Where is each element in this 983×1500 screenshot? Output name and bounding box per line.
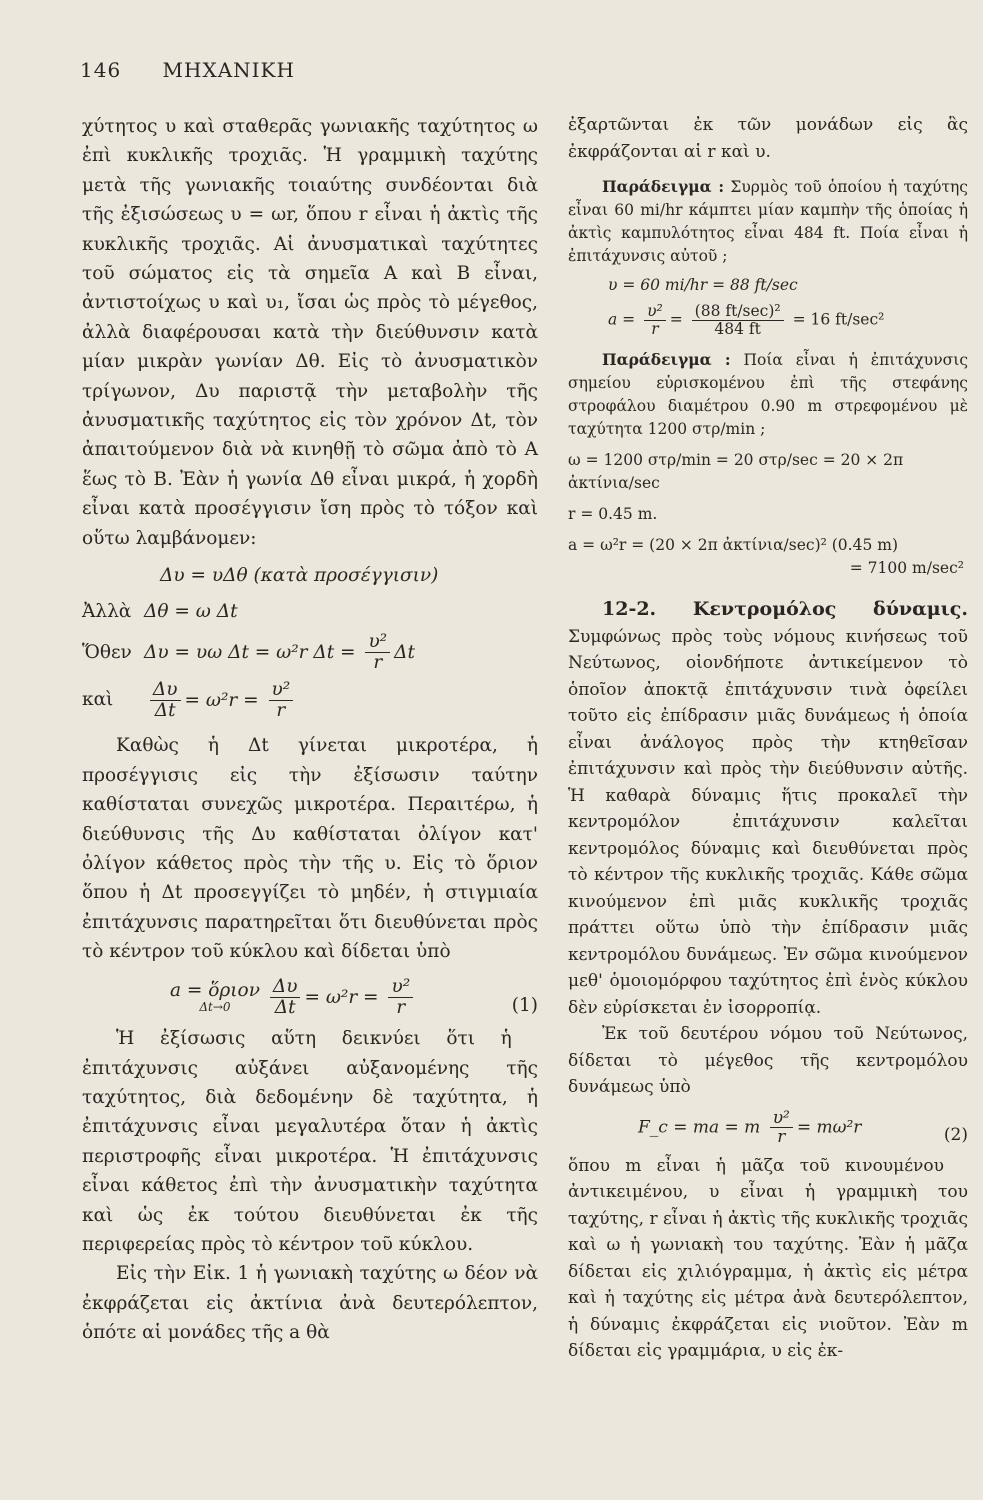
running-title: ΜΗΧΑΝΙΚΗ <box>162 58 295 82</box>
equation: καὶ $\frac{\Delta\upsilon}{\Delta t}$ = ω²r = $\frac{\text{υ²}}{r}$ <box>82 680 538 722</box>
page-header <box>80 58 295 82</box>
paragraph: Εἰς τὴν Εἰκ. 1 ἡ γωνιακὴ ταχύτης ω δέον νὰ ἐκφράζεται εἰς ἀκτίνια ἀνὰ δευτερόλεπτον, ὁπότε αἱ μονάδες τῆς a θὰ <box>82 1263 538 1344</box>
equation: a = ὅριον Δt→0 $\frac{\Delta\upsilon}{\Delta t}$ = ω²r = $\frac{\text{υ²}}{r}$ (1) <box>82 977 538 1019</box>
left-column <box>82 112 538 1348</box>
paragraph: Καθὼς ἡ Δt γίνεται μικροτέρα, ἡ προσέγγισις εἰς τὴν ἐξίσωσιν ταύτην καθίσταται συνεχῶς μικροτέρα. Περαιτέρω, ἡ διεύθυνσις τῆς Δυ καθίσταται ὀλίγον κατ' ὀλίγον κάθετος πρὸς τὴν τῆς υ. Εἰς τὸ ὅριον ὅπου ἡ Δt προσεγγίζει τὸ μηδέν, ἡ στιγμιαία ἐπιτάχυνσις παρατηρεῖται ὅτι διευθύνεται πρὸς τὸ κέντρον τοῦ κύκλου καὶ δίδεται ὑπὸ <box>82 735 538 963</box>
equation: a = $\frac{\text{υ²}}{r}$ = $\frac{\text{(88 ft/sec)²}}{484 ft}$ = 16 ft/sec² <box>608 302 885 339</box>
equation-number: (1) <box>511 994 538 1016</box>
equation: r = 0.45 m. <box>568 505 658 524</box>
fraction: $\frac{\text{υ²}}{r}$ <box>365 632 390 674</box>
fraction: $\frac{\text{υ²}}{r}$ <box>388 977 413 1019</box>
section-paragraph: 12-2. Κεντρομόλος δύναμις. Συμφώνως πρὸς τοὺς νόμους κινήσεως τοῦ Νεύτωνος, οἱονδήποτε ἀντικείμενον τὸ ὁποῖον ἀποκτᾷ ἐπιτάχυνσιν τινὰ ὀφείλει τοῦτο εἰς ἐπίδρασιν μιᾶς δυνάμεως ἡ ὁποία εἶναι ἀνάλογος πρὸς τὴν κτηθεῖσαν ἐπιτάχυνσιν καὶ πρὸς τὴν διεύθυνσιν αὐτῆς. Ἡ καθαρὰ δύναμις ἥτις προκαλεῖ τὴν κεντρομόλον ἐπιτάχυνσιν καλεῖται κεντρομόλος δύναμις καὶ διευθύνεται πρὸς τὸ κέντρον τῆς κυκλικῆς τροχιᾶς. Κάθε σῶμα κινούμενον ἐπὶ μιᾶς κυκλικῆς τροχιᾶς πράττει οὕτω ὑπὸ τὴν ἐπίδρασιν μιᾶς κεντρομόλου δυνάμεως. Ἐν σῶμα κινούμενον μεθ' ὁμοιομόρφου ταχύτητος ἐπὶ ἑνὸς κύκλου δὲν εὑρίσκεται ἐν ἰσορροπίᾳ. <box>568 598 968 1018</box>
equation: a = ω²r = (20 × 2π ἀκτίνια/sec)² (0.45 m) <box>568 536 898 555</box>
paragraph: ὅπου m εἶναι ἡ μᾶζα τοῦ κινουμένου ἀντικειμένου, υ εἶναι ἡ γραμμικὴ του ταχύτης, r εἶναι ἡ ἀκτὶς τῆς κυκλικῆς τροχιᾶς καὶ ω ἡ γωνιακὴ του ταχύτης. Ἐὰν ἡ μᾶζα δίδεται εἰς χιλιόγραμμα, ἡ ἀκτὶς εἰς μέτρα καὶ ἡ ταχύτης εἰς μέτρα ἀνὰ δευτερόλεπτον, ἡ δύναμις ἐκφράζεται εἰς νιοῦτον. Ἐὰν m δίδεται εἰς γραμμάρια, υ εἰς ἐκ- <box>568 1155 968 1362</box>
example-title: Παράδειγμα : <box>602 177 725 196</box>
equation: Ὅθεν Δυ = υω Δt = ω²r Δt = $\frac{\text{υ²}}{r}$ Δt <box>82 630 415 674</box>
fraction: $\frac{\Delta\upsilon}{\Delta t}$ <box>270 977 301 1019</box>
equation: = 7100 m/sec² <box>849 559 964 578</box>
equation: ω = 1200 στρ/min = 20 στρ/sec = 20 × 2π ἀκτίνια/sec <box>568 451 904 493</box>
paragraph: ἐξαρτῶνται ἐκ τῶν μονάδων εἰς ἃς ἐκφράζονται αἱ r καὶ υ. <box>568 115 968 162</box>
fraction: $\frac{\text{(88 ft/sec)²}}{484 ft}$ <box>692 303 784 338</box>
equation: υ = 60 mi/hr = 88 ft/sec <box>608 276 798 294</box>
paragraph: χύτητος υ καὶ σταθερᾶς γωνιακῆς ταχύτητος ω ἐπὶ κυκλικῆς τροχιᾶς. Ἡ γραμμικὴ ταχύτης μετὰ τῆς γωνιακῆς τοιαύτης συνδέονται διὰ τῆς ἐξισώσεως υ = ωr, ὅπου r εἶναι ἡ ἀκτὶς τῆς κυκλικῆς τροχιᾶς. Αἱ ἀνυσματικαὶ ταχύτητες τοῦ σώματος εἰς τὰ σημεῖα A καὶ B εἶναι, ἀντιστοίχως υ καὶ υ₁, ἴσαι ὡς πρὸς τὸ μέγεθος, ἀλλὰ διαφέρουσαι κατὰ τὴν διεύθυνσιν κατὰ μίαν μικρὰν γωνίαν Δθ. Εἰς τὸ ἀνυσματικὸν τρίγωνον, Δυ παριστᾷ τὴν μεταβολὴν τῆς ἀνυσματικῆς ταχύτητος εἰς τὸν χρόνον Δt, τὸν ἀπαιτούμενον διὰ νὰ κινηθῇ τὸ σῶμα ἀπὸ τὸ A ἕως τὸ B. Ἐὰν ἡ γωνία Δθ εἶναι μικρά, ἡ χορδὴ εἶναι κατὰ προσέγγισιν ἴση πρὸς τὸ τόξον καὶ οὕτω λαμβάνομεν: <box>82 116 538 549</box>
paragraph: Ἐκ τοῦ δευτέρου νόμου τοῦ Νεύτωνος, δίδεται τὸ μέγεθος τῆς κεντρομόλου δυνάμεως ὑπὸ <box>568 1024 968 1098</box>
fraction: $\frac{\text{υ²}}{r}$ <box>770 1109 793 1147</box>
equation: F_c = ma = m $\frac{\text{υ²}}{r}$ = mω²r (2) <box>568 1109 968 1147</box>
equation-number: (2) <box>943 1124 968 1145</box>
equation: Ἀλλὰ Δθ = ω Δt <box>82 600 238 622</box>
right-column <box>568 112 968 1365</box>
example-title: Παράδειγμα : <box>602 350 731 370</box>
section-heading: 12-2. Κεντρομόλος δύναμις. <box>602 598 968 621</box>
example-2: Παράδειγμα : Ποία εἶναι ἡ ἐπιτάχυνσις σημείου εὑρισκομένου ἐπὶ τῆς στεφάνης στροφάλου διαμέτρου 0.90 m στρεφομένου μὲ ταχύτητα 1200 στρ/min ; <box>568 350 968 439</box>
example-1: Παράδειγμα : Συρμὸς τοῦ ὁποίου ἡ ταχύτης εἶναι 60 mi/hr κάμπτει μίαν καμπὴν τῆς ὁποίας ἡ ἀκτὶς καμπυλότητος εἶναι 484 ft. Ποία εἶναι ἡ ἐπιτάχυνσις αὐτοῦ ; <box>568 177 968 265</box>
page-number: 146 <box>80 58 122 82</box>
paragraph: Ἡ ἐξίσωσις αὕτη δεικνύει ὅτι ἡ ἐπιτάχυνσις αὐξάνει αὐξανομένης τῆς ταχύτητος, διὰ δεδομένην δὲ ταχύτητα, ἡ ἐπιτάχυνσις εἶναι μεγαλυτέρα ὅταν ἡ ἀκτὶς περιστροφῆς εἶναι μικροτέρα. Ἡ ἐπιτάχυνσις εἶναι κάθετος ἐπὶ τὴν ἀνυσματικὴν ταχύτητα καὶ ὡς ἐκ τούτου διευθύνεται ἐκ τῆς περιφερείας πρὸς τὸ κέντρον τοῦ κύκλου. <box>82 1028 538 1256</box>
equation: Δυ = υΔθ (κατὰ προσέγγισιν) <box>160 565 439 587</box>
fraction: $\frac{\text{υ²}}{r}$ <box>644 303 666 338</box>
fraction: $\frac{\Delta\upsilon}{\Delta t}$ <box>150 680 181 722</box>
fraction: $\frac{\text{υ²}}{r}$ <box>269 680 294 722</box>
